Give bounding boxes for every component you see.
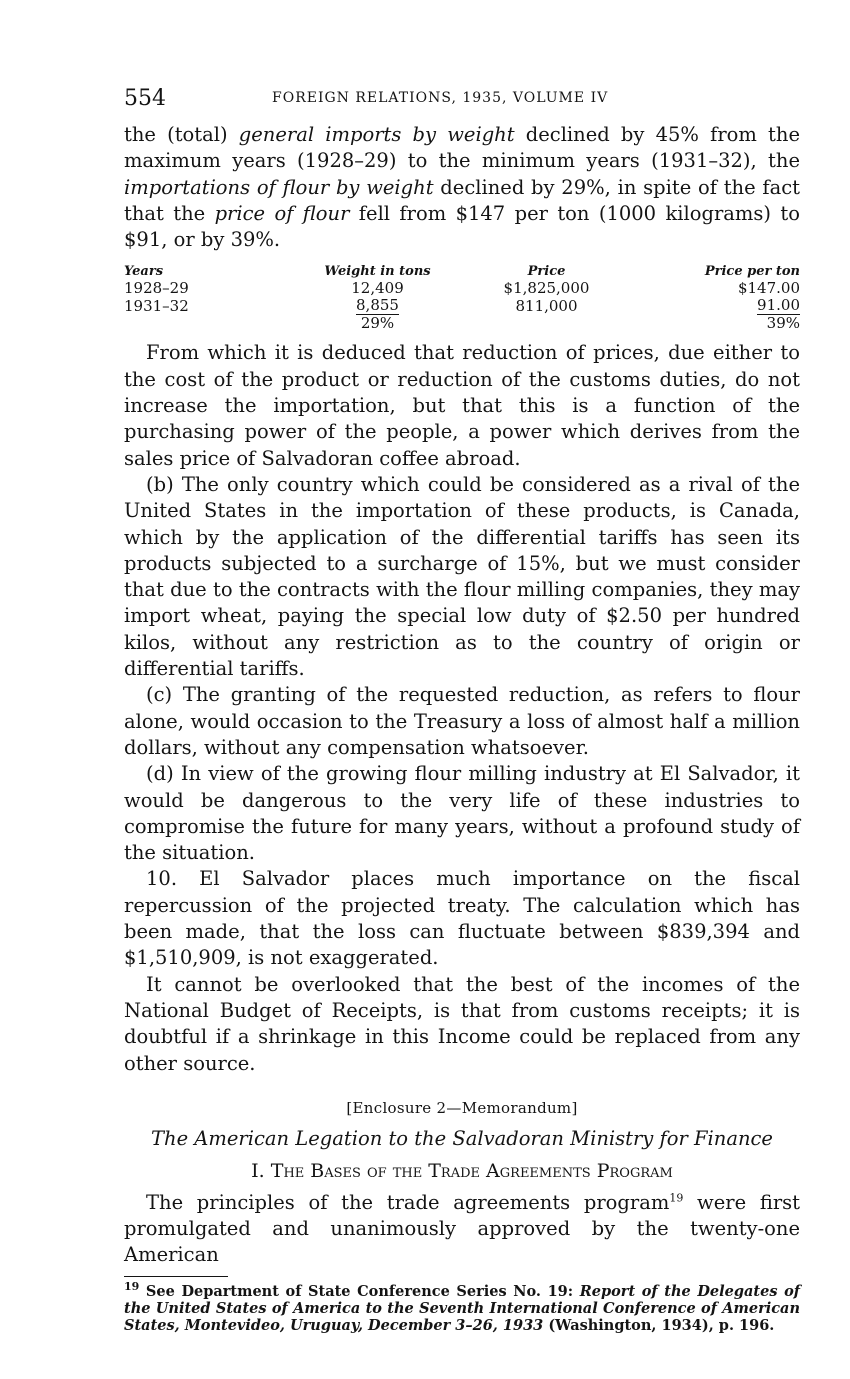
footnote-reference[interactable]: 19 — [669, 1191, 684, 1205]
paragraph-c — [124, 682, 800, 761]
italic-run: Report of the Delegates of the United States of America to the Seventh International Conference of American States, Montevideo, Uruguay, December 3–26, 1933 — [124, 1282, 800, 1334]
text-run: were first promulgated and unanimously approved by the twenty-one American — [124, 1190, 800, 1267]
table-cell: $1,825,000 — [503, 279, 590, 298]
table-cell — [293, 297, 462, 315]
page-number: 554 — [124, 86, 166, 111]
text-run: In view of the growing flour milling industry at El Salvador, it would be dangerous to the very life of these industries to compromise the future for many years, without a profound study of the situation. — [124, 762, 800, 865]
table-header-row — [124, 264, 800, 280]
table-cell — [293, 315, 462, 332]
text-run: (Washington, 1934), p. 196. — [543, 1316, 775, 1334]
paragraph-b — [124, 472, 800, 682]
table-total-row — [124, 315, 800, 332]
paragraph-principles — [124, 1190, 800, 1269]
text-run: the (total) — [124, 123, 239, 146]
item-label: (d) — [146, 762, 174, 786]
running-title: FOREIGN RELATIONS, 1935, VOLUME IV — [272, 90, 609, 106]
footnote — [124, 1279, 800, 1334]
text-run: fell from $147 per ton (1000 kilograms) to $91, or by 39%. — [124, 201, 800, 252]
paragraph-customs: It cannot be overlooked that the best of the incomes of the National Budget of Receipts, is that from customs receipts; it is doubtful if a shrinkage in this Income could be replaced from any other source. — [124, 972, 800, 1075]
text-run: The principles of the trade agreements program — [146, 1190, 670, 1214]
paragraph-deduction: From which it is deduced that reduction of prices, due either to the cost of the product or reduction of the customs duties, do not increase the importation, but that this is a function of the purchasing power of the people, a power which derives from the sales price of Salvadoran coffee abroad. — [124, 341, 800, 470]
section-heading — [124, 1160, 800, 1182]
table-cell: $147.00 — [737, 279, 800, 298]
column-header: Price — [527, 264, 566, 280]
table-row — [124, 280, 800, 297]
text-run: See Department of State Conference Series No. 19: — [139, 1282, 580, 1300]
section-title: The Bases of the Trade Agreements Program — [270, 1159, 673, 1182]
text-run: declined by 45% from the maximum years (1928–29) to the minimum years (1931–32), the — [124, 123, 800, 173]
table-cell: 12,409 — [351, 279, 404, 298]
document-page — [124, 86, 800, 1334]
column-header: Price per ton — [704, 264, 800, 280]
italic-run: price of flour — [214, 201, 350, 225]
table-row — [124, 297, 800, 315]
page-header — [124, 86, 800, 114]
paragraph-flour-imports — [124, 122, 800, 253]
paragraph-10: 10. El Salvador places much importance on the fiscal repercussion of the projected treaty. The calculation which has been made, that the loss can fluctuate between $839,394 and $1,510,909, is not exaggerated. — [124, 867, 800, 970]
enclosure-heading: [Enclosure 2—Memorandum] — [346, 1098, 578, 1117]
text-run: declined by 29%, in spite of the fact that the — [124, 175, 800, 225]
table-cell — [631, 315, 800, 332]
text-run: The granting of the requested reduction, as refers to flour alone, would occasion to the Treasury a loss of almost half a million dollars, without any compensation whatsoever. — [124, 683, 800, 759]
column-header: Years — [124, 264, 164, 280]
table-cell — [631, 297, 800, 315]
table-cell: 1931–32 — [124, 296, 189, 315]
footnote-divider — [124, 1276, 228, 1277]
section-number: I. — [251, 1159, 265, 1182]
table-cell: 811,000 — [515, 296, 578, 315]
percent-total: 39% — [766, 314, 800, 333]
italic-run: importations of flour by weight — [124, 175, 434, 199]
item-label: (c) — [146, 683, 173, 707]
percent-total: 29% — [360, 314, 395, 333]
underlined-value: 8,855 — [356, 296, 399, 315]
column-header: Weight in tons — [324, 264, 431, 280]
table-cell: 1928–29 — [124, 279, 189, 298]
underlined-value: 91.00 — [757, 296, 800, 315]
item-label: (b) — [146, 472, 174, 496]
flour-figures-table — [124, 264, 800, 332]
text-run: The only country which could be considered as a rival of the United States in the importation of these products, is Canada, which by the application of the differential tariffs has seen its products subjected to a surcharge of 15%, but we must consider that due to the contracts with the flour milling companies, they may import wheat, paying the special low duty of $2.50 per hundred kilos, without any restriction as to the country of origin or differential tariffs. — [124, 472, 800, 681]
footnote-marker: 19 — [124, 1279, 140, 1293]
memorandum-subtitle: The American Legation to the Salvadoran Ministry for Finance — [151, 1126, 773, 1150]
italic-run: general imports by weight — [238, 123, 515, 146]
paragraph-d — [124, 761, 800, 866]
